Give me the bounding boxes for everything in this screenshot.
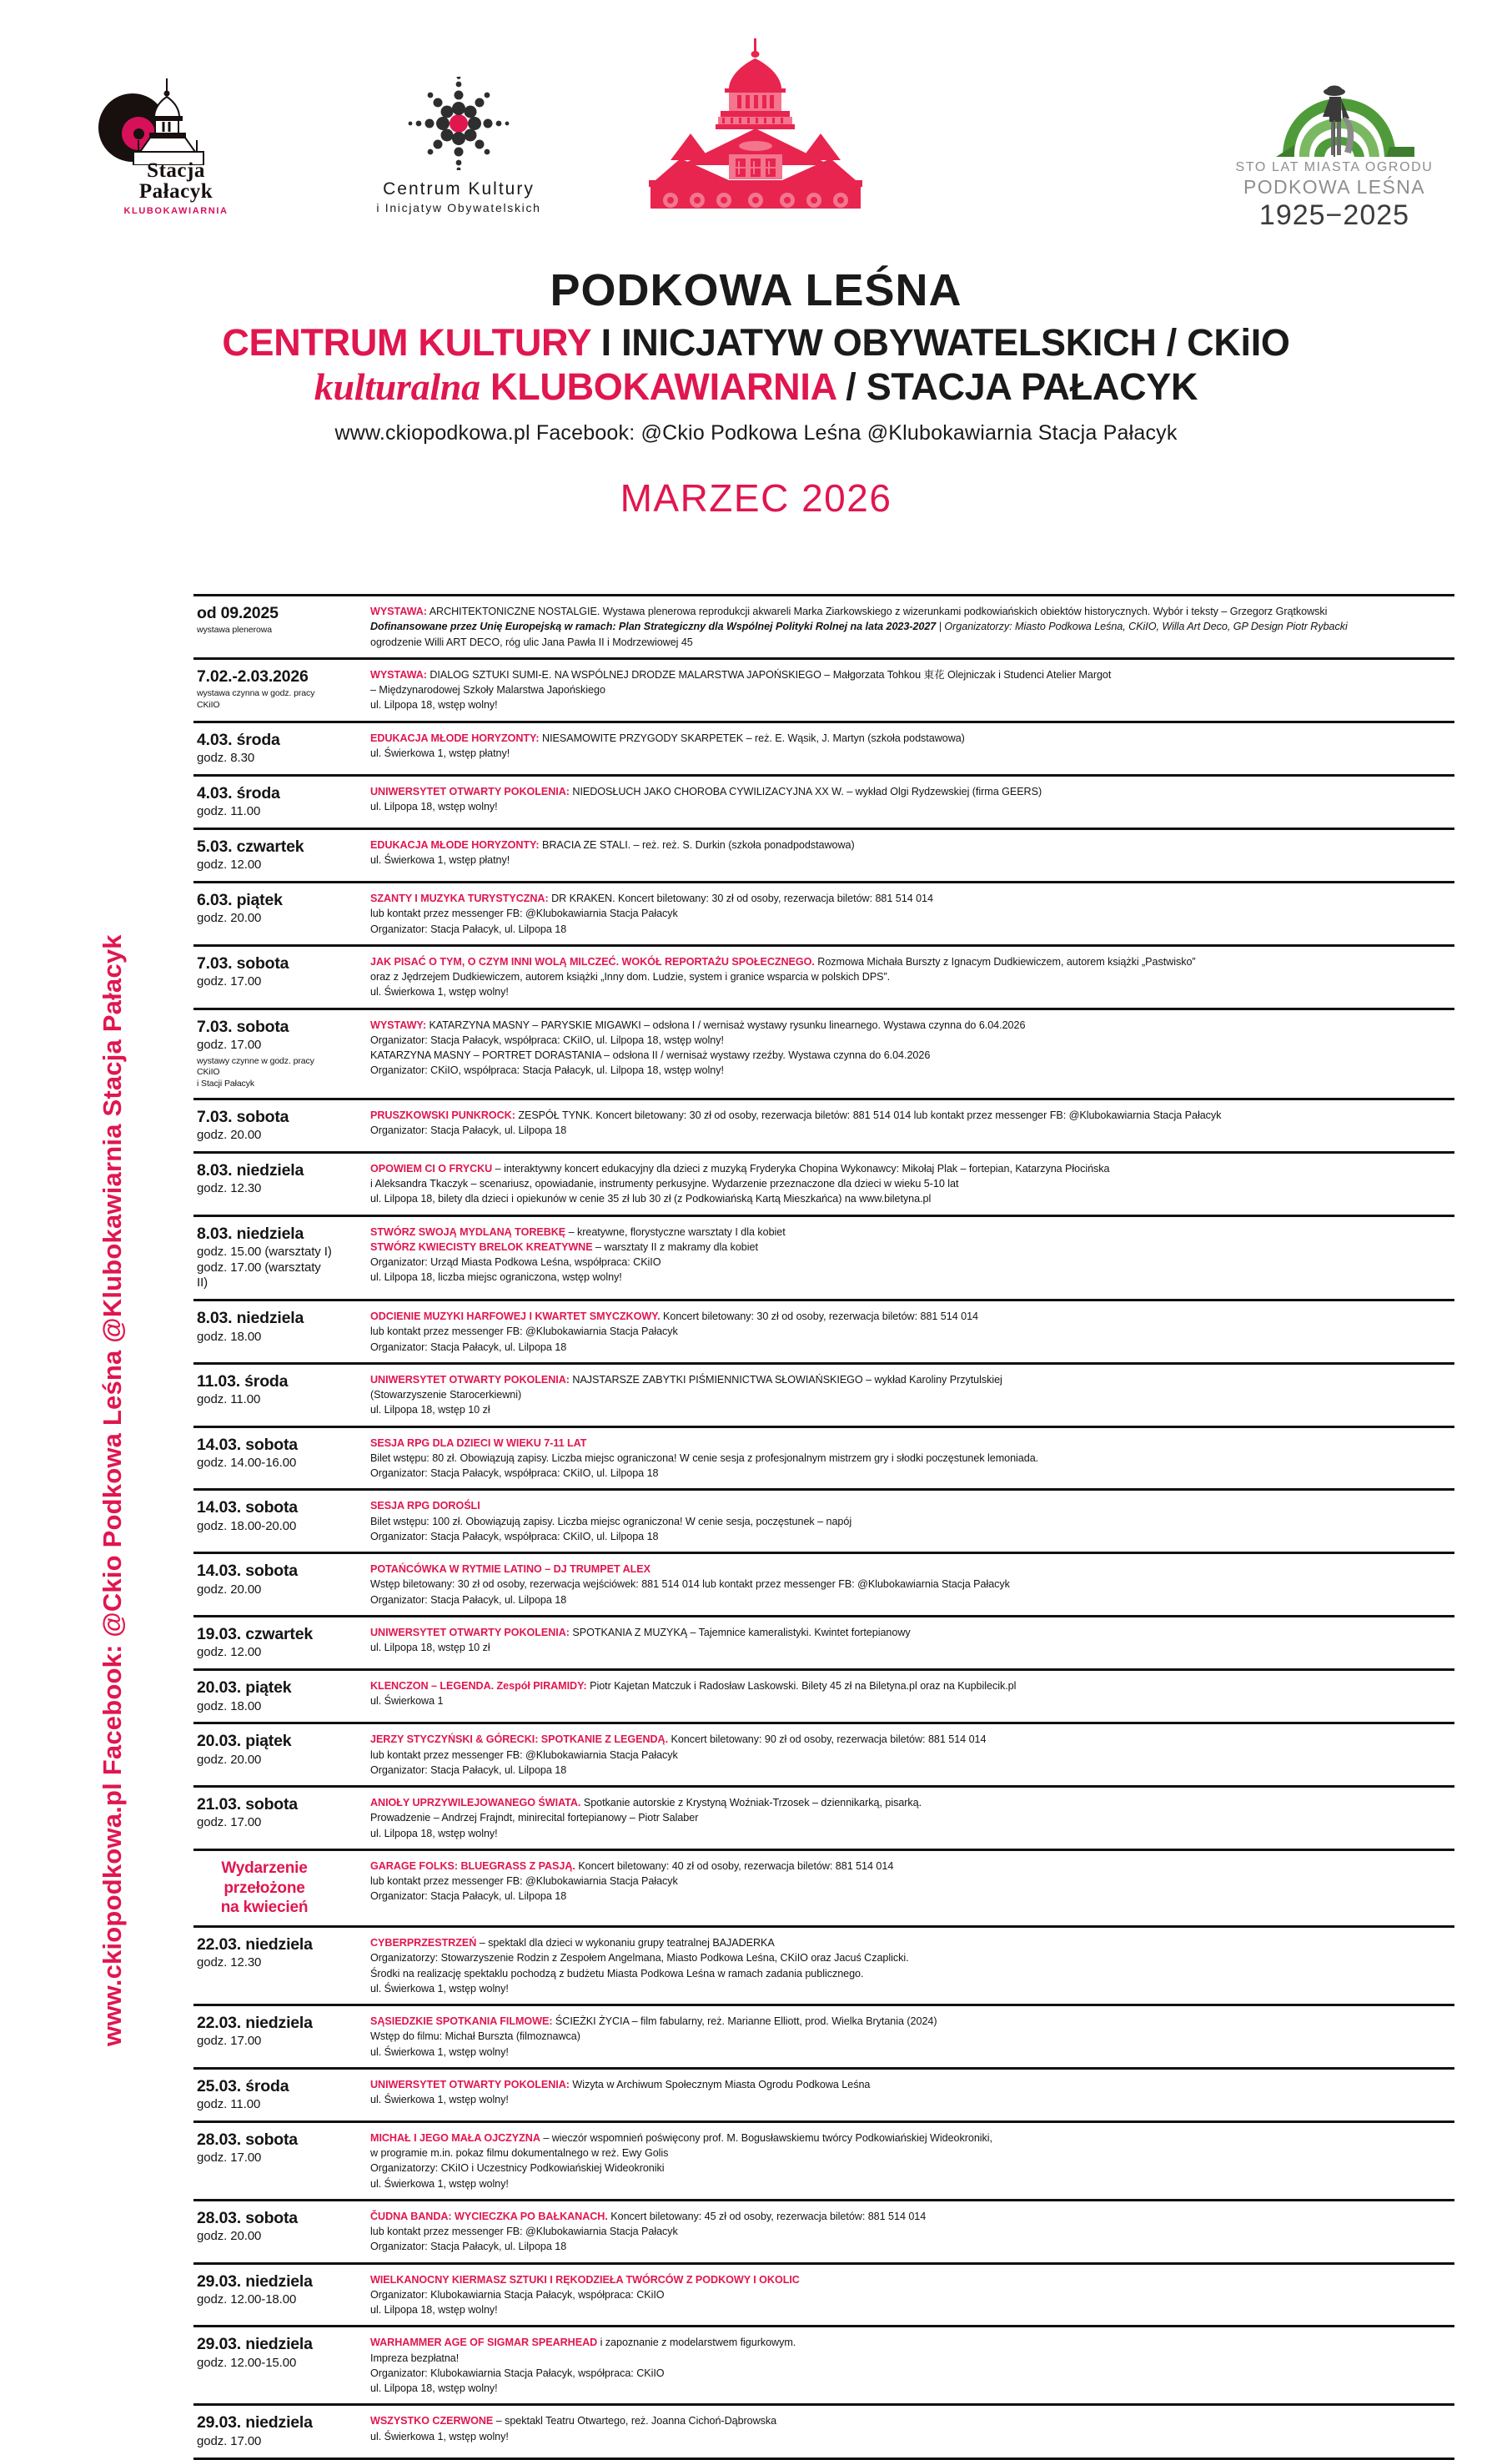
event-description-line: Organizator: Stacja Pałacyk, ul. Lilpopa 18 [370, 1124, 567, 1136]
event-time: godz. 17.00 [197, 1815, 262, 1830]
program-row [193, 660, 1454, 723]
event-description-cell [337, 2070, 1454, 2120]
event-title-highlight: KLENCZON – LEGENDA. Zespół PIRAMIDY: [370, 1680, 587, 1693]
program-row [193, 723, 1454, 777]
event-description-line: (Stowarzyszenie Starocerkiewni) [370, 1389, 522, 1401]
event-description-line: Organizator: Stacja Pałacyk, ul. Lilpopa 18 [370, 1341, 567, 1353]
event-time: godz. 18.00-20.00 [197, 1518, 297, 1533]
event-date-cell [193, 1154, 337, 1215]
event-description-cell [337, 1100, 1454, 1151]
event-description-line: oraz z Jędrzejem Dudkiewiczem, autorem książki „Inny dom. Ludzie, system i granice wsparcia w polskich DPS”. [370, 971, 891, 983]
program-row [193, 594, 1454, 660]
event-date-cell [193, 1788, 337, 1849]
event-date-cell [193, 777, 337, 828]
event-date: 22.03. niedziela [197, 1935, 313, 1954]
event-description-line: CYBERPRZESTRZEŃ – spektakl dla dzieci w wykonaniu grupy teatralnej BAJADERKA [370, 1937, 775, 1949]
event-description-line: WYSTAWY: KATARZYNA MASNY – PARYSKIE MIGAWKI – odsłona I / wernisaż wystawy rysunku linearnego. Wystawa czynna do 6.04.2026 [370, 1019, 1026, 1031]
sto-lat-line2: PODKOWA LEŚNA [1243, 176, 1425, 198]
subtitle-stacja-palacyk: / STACJA PAŁACYK [836, 365, 1198, 409]
event-time: godz. 17.00 [197, 1037, 262, 1052]
event-description-line: lub kontakt przez messenger FB: @Klubokawiarnia Stacja Pałacyk [370, 1875, 678, 1888]
program-row [193, 1365, 1454, 1428]
event-title-highlight: ODCIENIE MUZYKI HARFOWEJ I KWARTET SMYCZKOWY. [370, 1310, 661, 1323]
stacja-palacyk-icon [90, 75, 257, 165]
event-date: 11.03. środa [197, 1371, 289, 1391]
event-date-cell [193, 830, 337, 881]
event-description-line: ul. Lilpopa 18, liczba miejsc ograniczona, wstęp wolny! [370, 1271, 622, 1284]
side-vertical-contact-text: www.ckiopodkowa.pl Facebook: @Ckio Podkowa Leśna @Klubokawiarnia Stacja Pałacyk [98, 934, 127, 2046]
logo-sto-lat-miasta-ogrodu [1213, 77, 1455, 235]
page-title: PODKOWA LEŚNA [550, 265, 962, 315]
contact-line[interactable]: www.ckiopodkowa.pl Facebook: @Ckio Podkowa Leśna @Klubokawiarnia Stacja Pałacyk [334, 421, 1178, 445]
event-title-highlight: EDUKACJA MŁODE HORYZONTY: [370, 732, 540, 744]
event-description-line: ul. Świerkowa 1, wstęp wolny! [370, 986, 509, 999]
event-time: godz. 12.00 [197, 858, 262, 873]
program-row [193, 1100, 1454, 1154]
event-date-note: wystawy czynne w godz. pracy CKiIO i Stacji Pałacyk [197, 1055, 314, 1089]
event-description-cell [337, 596, 1454, 657]
program-row [193, 1301, 1454, 1365]
event-time: godz. 15.00 (warsztaty I) godz. 17.00 (warsztaty II) [197, 1244, 332, 1290]
program-row [193, 2006, 1454, 2070]
program-row [193, 1788, 1454, 1851]
event-date-cell [193, 883, 337, 944]
event-description-cell [337, 2201, 1454, 2262]
event-description-line [370, 2272, 1451, 2287]
event-date: 8.03. niedziela [197, 1224, 304, 1243]
event-description-line: WYSTAWA: DIALOG SZTUKI SUMI-E. NA WSPÓLNEJ DRODZE MALARSTWA JAPOŃSKIEGO – Małgorzata Tohkou 東花 Olejniczak i Studenci Atelier Margot [370, 668, 1112, 681]
event-date-cell [193, 2201, 337, 2262]
stacja-palacyk-word1: Stacja [147, 159, 205, 182]
event-date: 4.03. środa [197, 783, 280, 802]
event-description-line: SĄSIEDZKIE SPOTKANIA FILMOWE: ŚCIEŻKI ŻYCIA – film fabularny, reż. Marianne Elliott, prod. Wielka Brytania (2024) [370, 2015, 937, 2028]
event-time: godz. 12.00-15.00 [197, 2355, 297, 2370]
event-date: 22.03. niedziela [197, 2014, 313, 2033]
program-row [193, 1217, 1454, 1302]
event-time: godz. 8.30 [197, 750, 255, 765]
program-row [193, 2406, 1454, 2459]
event-description-cell [337, 1554, 1454, 1615]
event-description-line: ul. Lilpopa 18, wstęp 10 zł [370, 1404, 490, 1416]
event-time: godz. 11.00 [197, 1392, 261, 1407]
event-date: 8.03. niedziela [197, 1160, 304, 1180]
event-time: godz. 17.00 [197, 974, 262, 989]
event-description-line: PRUSZKOWSKI PUNKROCK: ZESPÓŁ TYNK. Koncert biletowany: 30 zł od osoby, rezerwacja biletów: 881 514 014 lub kontakt przez messenger FB: @Klubokawiarnia Stacja Pałacyk [370, 1109, 1222, 1121]
event-description-cell [337, 1617, 1454, 1668]
event-description-line: Organizatorzy: CKiIO i Uczestnicy Podkowiańskiej Wideokroniki [370, 2162, 665, 2175]
side-vertical-contact [0, 576, 125, 2069]
event-title-highlight: MICHAŁ I JEGO MAŁA OJCZYZNA [370, 2131, 540, 2144]
event-time: godz. 20.00 [197, 2229, 262, 2244]
event-title-highlight: EDUKACJA MŁODE HORYZONTY: [370, 838, 540, 851]
event-date: 7.02.-2.03.2026 [197, 667, 309, 686]
event-description-line: lub kontakt przez messenger FB: @Klubokawiarnia Stacja Pałacyk [370, 908, 678, 920]
logo-stacja-palacyk [90, 75, 257, 217]
event-description-line: UNIWERSYTET OTWARTY POKOLENIA: NIEDOSŁUCH JAKO CHOROBA CYWILIZACYJNA XX W. – wykład Olgi Rydzewskiej (firma GEERS) [370, 785, 1042, 797]
man-with-bicycle-green-arc-icon [1251, 77, 1418, 158]
event-description-line: Organizator: Stacja Pałacyk, ul. Lilpopa 18 [370, 1593, 567, 1606]
event-description-cell [337, 1928, 1454, 2004]
event-description-line: Organizator: CKiIO, współpraca: Stacja Pałacyk, ul. Lilpopa 18, wstęp wolny! [370, 1064, 724, 1077]
event-title-highlight: SESJA RPG DLA DZIECI W WIEKU 7-11 LAT [370, 1436, 587, 1449]
event-description-line: ul. Świerkowa 1, wstęp wolny! [370, 1982, 509, 1995]
event-description-line: Środki na realizację spektaklu pochodzą z budżetu Miasta Podkowa Leśna w ramach zadania publicznego. [370, 1967, 864, 1980]
event-description-line: SZANTY I MUZYKA TURYSTYCZNA: DR KRAKEN. Koncert biletowany: 30 zł od osoby, rezerwacja biletów: 881 514 014 [370, 893, 933, 905]
event-date-cell [193, 1671, 337, 1722]
event-description-line: Organizator: Stacja Pałacyk, ul. Lilpopa 18 [370, 923, 567, 935]
event-title-highlight: JERZY STYCZYŃSKI & GÓRECKI: SPOTKANIE Z LEGENDĄ. [370, 1733, 669, 1746]
event-date: 14.03. sobota [197, 1498, 298, 1517]
event-description-line: ul. Lilpopa 18, wstęp wolny! [370, 699, 498, 712]
program-row [193, 1928, 1454, 2006]
event-title-highlight: STWÓRZ KWIECISTY BRELOK KREATYWNE [370, 1240, 593, 1253]
event-date-cell [193, 2406, 337, 2457]
event-description-line: Organizator: Stacja Pałacyk, ul. Lilpopa 18 [370, 2241, 567, 2253]
logo-bar [0, 33, 1512, 250]
event-description-line: lub kontakt przez messenger FB: @Klubokawiarnia Stacja Pałacyk [370, 1326, 678, 1338]
event-description-line: WSZYSTKO CZERWONE – spektakl Teatru Otwartego, reż. Joanna Cichoń-Dąbrowska [370, 2415, 777, 2427]
event-time: godz. 17.00 [197, 2034, 262, 2049]
centrum-kultury-line1: Centrum Kultury [383, 179, 535, 199]
event-time: godz. 18.00 [197, 1698, 262, 1713]
poster-header [0, 267, 1512, 521]
event-description-line: Organizator: Stacja Pałacyk, współpraca: CKiIO, ul. Lilpopa 18 [370, 1530, 659, 1542]
event-date-note: wystawa plenerowa [197, 625, 272, 636]
event-title-highlight: CYBERPRZESTRZEŃ [370, 1937, 477, 1949]
event-description-cell [337, 660, 1454, 721]
event-description-line: ul. Lilpopa 18, wstęp wolny! [370, 2382, 498, 2395]
event-description-cell [337, 1010, 1454, 1098]
event-date: 7.03. sobota [197, 1017, 289, 1036]
event-time: godz. 20.00 [197, 1752, 262, 1767]
event-description-line: Organizator: Stacja Pałacyk, współpraca: CKiIO, ul. Lilpopa 18, wstęp wolny! [370, 1034, 724, 1046]
event-title-highlight: PRUSZKOWSKI PUNKROCK: [370, 1109, 515, 1121]
sto-lat-years: 1925−2025 [1258, 199, 1410, 231]
event-description-line: Bilet wstępu: 80 zł. Obowiązują zapisy. Liczba miejsc ograniczona! W cenie sesja z profesjonalnym mistrzem gry i słodki poczęstunek lemoniada. [370, 1451, 1039, 1464]
subtitle-klubokawiarnia [0, 365, 1512, 410]
sto-lat-line1: STO LAT MIASTA OGRODU [1235, 160, 1434, 174]
event-date-cell [193, 596, 337, 657]
event-date-cell [193, 1851, 337, 1925]
subtitle-inicjatyw: I INICJATYW OBYWATELSKICH / CKiIO [590, 320, 1290, 364]
event-description-line: EDUKACJA MŁODE HORYZONTY: BRACIA ZE STALI. – reż. reż. S. Durkin (szkoła ponadpodstawowa) [370, 838, 855, 851]
program-row [193, 1491, 1454, 1554]
logo-centrum-kultury [334, 77, 584, 219]
event-description-line: Organizator: Stacja Pałacyk, współpraca: CKiIO, ul. Lilpopa 18 [370, 1467, 659, 1480]
event-title-highlight: POTAŃCÓWKA W RYTMIE LATINO – DJ TRUMPET ALEX [370, 1563, 651, 1576]
program-row [193, 2070, 1454, 2123]
event-description-line: Impreza bezpłatna! [370, 2352, 460, 2364]
event-title-highlight: WYSTAWA: [370, 668, 427, 681]
event-title-highlight: WSZYSTKO CZERWONE [370, 2415, 494, 2427]
event-date-cell [193, 1928, 337, 2004]
event-description-line: WYSTAWA: ARCHITEKTONICZNE NOSTALGIE. Wystawa plenerowa reprodukcji akwareli Marka Ziarkowskiego z wizerunkami podkowiańskich obiektów historycznych. Wybór i teksty – Grzegorz Grątkowski [370, 606, 1328, 617]
program-row [193, 2265, 1454, 2328]
subtitle-kulturalna: kulturalna [314, 365, 480, 409]
program-row [193, 1010, 1454, 1100]
event-description-line: – Międzynarodowej Szkoły Malarstwa Japońskiego [370, 684, 605, 696]
event-description-line: ul. Świerkowa 1, wstęp wolny! [370, 2045, 509, 2058]
event-date-cell [193, 1554, 337, 1615]
event-description-cell [337, 1788, 1454, 1849]
event-description-line: ogrodzenie Willi ART DECO, róg ulic Jana Pawła II i Modrzewiowej 45 [370, 636, 693, 648]
event-date: 7.03. sobota [197, 953, 289, 973]
program-table [193, 594, 1454, 2460]
event-description-cell [337, 947, 1454, 1008]
event-description-line: i Aleksandra Tkaczyk – scenariusz, opowiadanie, instrumenty perkusyjne. Wydarzenie przeznaczone dla dzieci w wieku 5-10 lat [370, 1178, 959, 1190]
event-title-highlight: ČUDNA BANDA: WYCIECZKA PO BAŁKANACH. [370, 2210, 608, 2222]
event-description-line: ul. Świerkowa 1, wstęp wolny! [370, 2430, 509, 2442]
event-description-line: MICHAŁ I JEGO MAŁA OJCZYZNA – wieczór wspomnień poświęcony prof. M. Bogusławskiemu twórcy Podkowiańskiej Wideokroniki, [370, 2131, 992, 2144]
program-row [193, 1428, 1454, 1492]
event-description-line: Organizatorzy: Stowarzyszenie Rodzin z Zespołem Angelmana, Miasto Podkowa Leśna, CKiIO oraz Jacuś Czaplicki. [370, 1952, 909, 1964]
program-row [193, 2327, 1454, 2406]
event-description-line: Organizator: Stacja Pałacyk, ul. Lilpopa 18 [370, 1763, 567, 1776]
event-date-cell [193, 1491, 337, 1552]
event-date: 20.03. piątek [197, 1678, 292, 1698]
event-description-line: WARHAMMER AGE OF SIGMAR SPEARHEAD i zapoznanie z modelarstwem figurkowym. [370, 2337, 796, 2349]
event-description-line: OPOWIEM CI O FRYCKU – interaktywny koncert edukacyjny dla dzieci z muzyką Fryderyka Chopina Wykonawcy: Mikołaj Plak – fortepian, Katarzyna Płocińska [370, 1162, 1110, 1175]
program-row [193, 947, 1454, 1010]
program-row [193, 2123, 1454, 2201]
event-description-line [370, 1498, 1451, 1513]
event-date-cell [193, 1617, 337, 1668]
program-row [193, 777, 1454, 830]
event-date-cell [193, 1428, 337, 1489]
event-description-line: Organizator: Klubokawiarnia Stacja Pałacyk, współpraca: CKiIO [370, 2367, 665, 2379]
event-date: 28.03. sobota [197, 2208, 298, 2227]
event-description-line: Organizator: Stacja Pałacyk, ul. Lilpopa 18 [370, 1890, 567, 1903]
villa-tower-icon [132, 75, 240, 165]
event-description-line: UNIWERSYTET OTWARTY POKOLENIA: Wizyta w Archiwum Społecznym Miasta Ogrodu Podkowa Leśna [370, 2078, 871, 2090]
event-time: godz. 18.00 [197, 1329, 262, 1344]
event-date-cell [193, 2265, 337, 2326]
event-description-cell [337, 1154, 1454, 1215]
event-date: 29.03. niedziela [197, 2335, 313, 2354]
event-title-highlight: SZANTY I MUZYKA TURYSTYCZNA: [370, 893, 549, 905]
event-date-cell [193, 723, 337, 774]
event-title-highlight: ANIOŁY UPRZYWILEJOWANEGO ŚWIATA. [370, 1797, 581, 1809]
event-time: godz. 12.30 [197, 1181, 262, 1196]
stacja-palacyk-wordmark [97, 160, 255, 216]
event-postponed-note: Wydarzenie przełożone na kwiecień [220, 1859, 309, 1917]
event-description-line: ul. Lilpopa 18, wstęp wolny! [370, 2304, 498, 2317]
event-date-cell [193, 2070, 337, 2120]
event-description-line: ul. Świerkowa 1, wstęp płatny! [370, 854, 510, 867]
stacja-palacyk-word2: Pałacyk [138, 180, 213, 203]
event-description-cell [337, 1428, 1454, 1489]
event-description-line: ul. Lilpopa 18, wstęp wolny! [370, 800, 498, 812]
event-date-cell [193, 2327, 337, 2403]
program-row [193, 1724, 1454, 1788]
event-title-highlight: OPOWIEM CI O FRYCKU [370, 1162, 493, 1175]
event-time: godz. 20.00 [197, 1582, 262, 1597]
event-time: godz. 17.00 [197, 2151, 262, 2166]
event-description-cell [337, 1671, 1454, 1722]
event-title-highlight: WYSTAWA: [370, 606, 427, 617]
event-description-line: ul. Świerkowa 1 [370, 1695, 444, 1708]
event-description-line: GARAGE FOLKS: BLUEGRASS Z PASJĄ. Koncert biletowany: 40 zł od osoby, rezerwacja biletów: 881 514 014 [370, 1859, 894, 1872]
event-description-line: w programie m.in. pokaz filmu dokumentalnego w reż. Ewy Golis [370, 2147, 669, 2160]
event-title-highlight: GARAGE FOLKS: BLUEGRASS Z PASJĄ. [370, 1859, 575, 1872]
event-description-line: Organizator: Urząd Miasta Podkowa Leśna, współpraca: CKiIO [370, 1256, 661, 1269]
event-title-highlight: WARHAMMER AGE OF SIGMAR SPEARHEAD [370, 2337, 598, 2349]
subtitle-centrum-kultury: CENTRUM KULTURY [222, 320, 591, 364]
event-date: 14.03. sobota [197, 1435, 298, 1454]
palacyk-kasyno-building-icon [630, 33, 881, 209]
event-title-highlight: SESJA RPG DOROŚLI [370, 1500, 480, 1512]
event-description-line: Dofinansowane przez Unię Europejską w ramach: Plan Strategiczny dla Wspólnej Polityki Rolnej na lata 2023-2027 | Organizatorzy: Miasto Podkowa Leśna, CKiIO, Willa Art Deco, GP Design Piotr Rybacki [370, 621, 1348, 633]
event-date-cell [193, 1365, 337, 1426]
event-description-line: ANIOŁY UPRZYWILEJOWANEGO ŚWIATA. Spotkanie autorskie z Krystyną Woźniak-Trzosek – dziennikarką, pisarką. [370, 1797, 922, 1809]
event-date: 4.03. środa [197, 730, 280, 749]
event-date-cell [193, 1724, 337, 1785]
program-row [193, 830, 1454, 883]
event-description-line [370, 1436, 1451, 1451]
event-date: 25.03. środa [197, 2076, 289, 2095]
event-date-cell [193, 1100, 337, 1151]
event-date: od 09.2025 [197, 604, 279, 622]
event-date: 14.03. sobota [197, 1562, 298, 1581]
event-date: 29.03. niedziela [197, 2271, 313, 2291]
event-date-cell [193, 2123, 337, 2199]
event-description-cell [337, 2123, 1454, 2199]
event-date: 5.03. czwartek [197, 837, 304, 856]
event-description-line: lub kontakt przez messenger FB: @Klubokawiarnia Stacja Pałacyk [370, 1748, 678, 1761]
event-description-line: ul. Świerkowa 1, wstęp wolny! [370, 2094, 509, 2106]
event-title-highlight: UNIWERSYTET OTWARTY POKOLENIA: [370, 2078, 570, 2090]
event-time: godz. 12.00 [197, 1645, 262, 1660]
event-time: godz. 14.00-16.00 [197, 1456, 297, 1471]
event-description-line: STWÓRZ KWIECISTY BRELOK KREATYWNE – warsztaty II z makramy dla kobiet [370, 1240, 758, 1253]
event-date: 8.03. niedziela [197, 1309, 304, 1328]
event-title-highlight: UNIWERSYTET OTWARTY POKOLENIA: [370, 1626, 570, 1638]
event-description-line: Wstęp do filmu: Michał Burszta (filmoznawca) [370, 2030, 580, 2043]
event-description-line: ul. Świerkowa 1, wstęp wolny! [370, 2177, 509, 2190]
event-description-cell [337, 2406, 1454, 2457]
event-title-highlight: WYSTAWY: [370, 1019, 426, 1031]
event-title-highlight: STWÓRZ SWOJĄ MYDLANĄ TOREBKĘ [370, 1225, 566, 1238]
event-title-highlight: UNIWERSYTET OTWARTY POKOLENIA: [370, 1373, 570, 1386]
event-description-line: ul. Lilpopa 18, wstęp 10 zł [370, 1642, 490, 1654]
starburst-dots-icon [396, 77, 521, 170]
event-description-line: EDUKACJA MŁODE HORYZONTY: NIESAMOWITE PRZYGODY SKARPETEK – reż. E. Wąsik, J. Martyn (szkoła podstawowa) [370, 732, 965, 744]
event-description-line: ul. Lilpopa 18, bilety dla dzieci i opiekunów w cenie 35 zł lub 30 zł (z Podkowiańską Kartą Mieszkańca) na www.biletyna.pl [370, 1193, 932, 1205]
event-date: 7.03. sobota [197, 1107, 289, 1126]
event-date-cell [193, 1301, 337, 1362]
event-date: 28.03. sobota [197, 2130, 298, 2149]
event-description-cell [337, 2006, 1454, 2067]
event-date-cell [193, 947, 337, 1008]
event-description-cell [337, 723, 1454, 774]
event-description-cell [337, 2327, 1454, 2403]
event-date-cell [193, 1010, 337, 1098]
event-time: godz. 12.30 [197, 1955, 262, 1970]
event-description-line: ul. Świerkowa 1, wstęp płatny! [370, 747, 510, 759]
event-description-line: Wstęp biletowany: 30 zł od osoby, rezerwacja wejściówek: 881 514 014 lub kontakt przez messenger FB: @Klubokawiarnia Stacja Pałacyk [370, 1578, 1010, 1591]
month-title: MARZEC 2026 [620, 476, 892, 521]
event-time: godz. 20.00 [197, 1128, 262, 1143]
event-description-line: ODCIENIE MUZYKI HARFOWEJ I KWARTET SMYCZKOWY. Koncert biletowany: 30 zł od osoby, rezerwacja biletów: 881 514 014 [370, 1310, 978, 1323]
event-date-cell [193, 1217, 337, 1300]
event-date-cell [193, 660, 337, 721]
program-row [193, 1851, 1454, 1928]
event-description-line: KATARZYNA MASNY – PORTRET DORASTANIA – odsłona II / wernisaż wystawy rzeźby. Wystawa czynna do 6.04.2026 [370, 1049, 931, 1062]
event-description-line: JAK PISAĆ O TYM, O CZYM INNI WOLĄ MILCZEĆ. WOKÓŁ REPORTAŻU SPOŁECZNEGO. Rozmowa Michała Burszty z Ignacym Dudkiewiczem, autorem książki „Pastwisko” [370, 955, 1196, 968]
event-description-cell [337, 1217, 1454, 1300]
event-description-line: KLENCZON – LEGENDA. Zespół PIRAMIDY: Piotr Kajetan Matczuk i Radosław Laskowski. Bilety 45 zł na Biletyna.pl oraz na Kupbilecik.pl [370, 1680, 1017, 1693]
event-description-cell [337, 777, 1454, 828]
program-row [193, 2201, 1454, 2265]
event-date: 20.03. piątek [197, 1732, 292, 1751]
event-description-cell [337, 883, 1454, 944]
palacyk-building-illustration [630, 33, 881, 209]
program-row [193, 1554, 1454, 1617]
event-description-line: lub kontakt przez messenger FB: @Klubokawiarnia Stacja Pałacyk [370, 2226, 678, 2238]
event-date: 19.03. czwartek [197, 1624, 314, 1643]
event-description-line: UNIWERSYTET OTWARTY POKOLENIA: SPOTKANIA Z MUZYKĄ – Tajemnice kameralistyki. Kwintet fortepianowy [370, 1626, 911, 1638]
event-date: 21.03. sobota [197, 1795, 298, 1814]
event-description-line: ul. Lilpopa 18, wstęp wolny! [370, 1827, 498, 1839]
event-description-line: Organizator: Klubokawiarnia Stacja Pałacyk, współpraca: CKiIO [370, 2288, 665, 2301]
event-description-line: Bilet wstępu: 100 zł. Obowiązują zapisy. Liczba miejsc ograniczona! W cenie sesja, poczęstunek – napój [370, 1515, 852, 1527]
event-funding-note: Dofinansowane przez Unię Europejską w ramach: Plan Strategiczny dla Wspólnej Polityki Rolnej na lata 2023-2027 [370, 621, 937, 633]
event-title-highlight: SĄSIEDZKIE SPOTKANIA FILMOWE: [370, 2015, 553, 2028]
event-date-cell [193, 2006, 337, 2067]
centrum-kultury-line2: i Inicjatyw Obywatelskich [376, 201, 541, 214]
event-description-cell [337, 1301, 1454, 1362]
event-date: 29.03. niedziela [197, 2413, 313, 2432]
event-description-line [370, 1562, 1451, 1577]
event-description-line: Prowadzenie – Andrzej Frajndt, minirecital fortepianowy – Piotr Salaber [370, 1812, 699, 1824]
subtitle-institutions [0, 321, 1512, 365]
event-description-line: ČUDNA BANDA: WYCIECZKA PO BAŁKANACH. Koncert biletowany: 45 zł od osoby, rezerwacja biletów: 881 514 014 [370, 2210, 927, 2222]
event-description-cell [337, 1365, 1454, 1426]
event-description-cell [337, 2265, 1454, 2326]
event-time: godz. 20.00 [197, 911, 262, 926]
event-title-highlight: WIELKANOCNY KIERMASZ SZTUKI I RĘKODZIEŁA TWÓRCÓW Z PODKOWY I OKOLIC [370, 2273, 800, 2286]
event-description-cell [337, 830, 1454, 881]
subtitle-klubokawiarnia-word: KLUBOKAWIARNIA [490, 365, 836, 409]
event-description-line: JERZY STYCZYŃSKI & GÓRECKI: SPOTKANIE Z LEGENDĄ. Koncert biletowany: 90 zł od osoby, rezerwacja biletów: 881 514 014 [370, 1733, 987, 1746]
event-description-line: UNIWERSYTET OTWARTY POKOLENIA: NAJSTARSZE ZABYTKI PIŚMIENNICTWA SŁOWIAŃSKIEGO – wykład Karoliny Przytulskiej [370, 1373, 1002, 1386]
event-time: godz. 11.00 [197, 2097, 261, 2112]
stacja-palacyk-subtitle: KLUBOKAWIARNIA [123, 206, 229, 216]
event-description-cell [337, 1724, 1454, 1785]
event-description-cell [337, 1851, 1454, 1925]
event-time: godz. 17.00 [197, 2433, 262, 2448]
program-row [193, 1617, 1454, 1671]
program-row [193, 1154, 1454, 1217]
event-time: godz. 11.00 [197, 804, 261, 819]
event-date-note: wystawa czynna w godz. pracy CKiIO [197, 688, 315, 710]
event-description-line: STWÓRZ SWOJĄ MYDLANĄ TOREBKĘ – kreatywne, florystyczne warsztaty I dla kobiet [370, 1225, 786, 1238]
event-description-cell [337, 1491, 1454, 1552]
event-date: 6.03. piątek [197, 891, 283, 910]
program-row [193, 1671, 1454, 1724]
event-title-highlight: JAK PISAĆ O TYM, O CZYM INNI WOLĄ MILCZEĆ. WOKÓŁ REPORTAŻU SPOŁECZNEGO. [370, 955, 815, 968]
program-row [193, 883, 1454, 947]
event-title-highlight: UNIWERSYTET OTWARTY POKOLENIA: [370, 785, 570, 797]
event-time: godz. 12.00-18.00 [197, 2292, 297, 2307]
